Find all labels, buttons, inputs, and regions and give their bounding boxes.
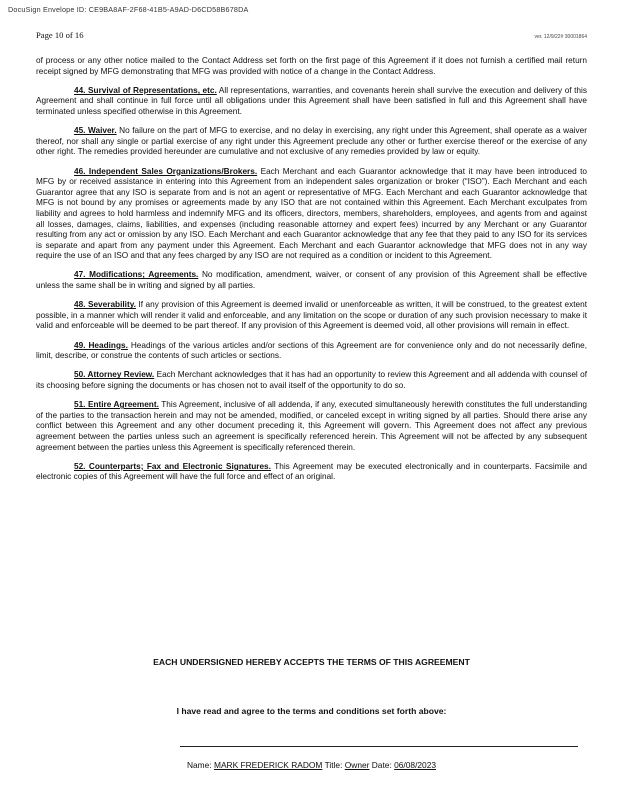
- section-heading: 47. Modifications; Agreements.: [74, 270, 199, 280]
- section-heading: 44. Survival of Representations, etc.: [74, 85, 217, 95]
- section-50: [36, 370, 587, 391]
- page-header: [36, 30, 587, 40]
- version-label: ver. 12/9/22# 30001864: [534, 34, 587, 40]
- section-46: [36, 167, 587, 262]
- section-52: [36, 462, 587, 483]
- acceptance-statement: EACH UNDERSIGNED HEREBY ACCEPTS THE TERMS OF THIS AGREEMENT: [153, 657, 470, 667]
- section-48: [36, 300, 587, 332]
- section-51: [36, 400, 587, 453]
- section-45: [36, 126, 587, 158]
- section-text: No failure on the part of MFG to exercise, and no delay in exercising, any right under this Agreement, shall operate as a waiver thereof, nor shall any single or partial exercise of any right under this Agreement preclude any other or further exercise thereof or the exercise of any other right. The remedies provided hereunder are cumulative and not exclusive of any remedies provided by law or equity.: [36, 126, 587, 157]
- title-label: Title:: [324, 760, 343, 770]
- section-44: [36, 86, 587, 118]
- section-49: [36, 341, 587, 362]
- signer-title: Owner: [344, 760, 370, 770]
- section-heading: 52. Counterparts; Fax and Electronic Signatures.: [74, 461, 271, 471]
- section-text: No modification, amendment, waiver, or consent of any provision of this Agreement shall be effective unless the same shall be in writing and signed by all parties.: [36, 270, 587, 291]
- section-heading: 48. Severability.: [74, 300, 136, 310]
- page-number: Page 10 of 16: [36, 30, 84, 40]
- section-text: Each Merchant and each Guarantor acknowledge that it may have been introduced to MFG by or received assistance in entering into this Agreement from an independent sales organization or broker (“ISO”). Each Merchant and each Guarantor agree that any ISO is separate from and is not an agent or representative of MFG. Each Merchant and each Guarantor acknowledge that MFG is not bound by any promises or agreements made by any ISO that are not contained within this Agreement. Each Merchant exculpates from liability and agrees to hold harmless and indemnify MFG and its officers, directors, members, shareholders, employees, and agents from and against all losses, damages, claims, liabilities, and expenses (including reasonable attorney and expert fees) incurred by any Merchant or any Guarantor resulting from any act or omission by any ISO. Each Merchant and each Guarantor acknowledge that any fee that they paid to any ISO for its services is separate and apart from any payment under this Agreement. Each Merchant and each Guarantor acknowledge that MFG does not in any way require the use of an ISO and that any fees charged by any ISO are not required as a condition or incident to this Agreement.: [36, 166, 587, 261]
- date-label: Date:: [371, 760, 392, 770]
- section-text: If any provision of this Agreement is deemed invalid or unenforceable as written, it will be construed, to the greatest extent possible, in a manner which will render it valid and enforceable, and any limitation on the scope or duration of any such provision necessary to make it valid and enforceable will be deemed to be part thereof. If any provision of this Agreement is deemed void, all other provisions will remain in effect.: [36, 300, 587, 331]
- signer-details: [0, 760, 623, 770]
- section-text: Headings of the various articles and/or sections of this Agreement are for convenience only and do not necessarily define, limit, describe, or construe the contents of such articles or sections.: [36, 340, 588, 361]
- agreement-body: [36, 56, 587, 492]
- section-text: This Agreement, inclusive of all addenda, if any, executed simultaneously herewith constitutes the full understanding of the parties to the transaction herein and may not be amended, modified, or canceled except in writing signed by all parties. Should there arise any conflict between this Agreement and any other document preceding it, this Agreement will govern. This Agreement does not affect any previous agreement between the parties unless such an agreement is specifically referenced herein. This Agreement will not be affected by any subsequent agreement between the parties unless this Agreement is specifically referenced therein.: [36, 400, 588, 452]
- intro-paragraph: of process or any other notice mailed to the Contact Address set forth on the first page of this Agreement if it does not furnish a certified mail return receipt signed by MFG demonstrating that MFG was provided with notice of a change in the Contact Address.: [36, 56, 587, 76]
- section-heading: 45. Waiver.: [74, 126, 117, 136]
- section-text: All representations, warranties, and covenants herein shall survive the execution and delivery of this Agreement and shall continue in full force until all obligations under this Agreement shall have been satisfied in full and this Agreement shall have terminated unless specified otherwise in this Agreement.: [36, 85, 587, 116]
- signature-line: [180, 746, 578, 747]
- signed-date: 06/08/2023: [394, 760, 437, 770]
- section-heading: 51. Entire Agreement.: [74, 400, 159, 410]
- section-heading: 46. Independent Sales Organizations/Brokers.: [74, 166, 258, 176]
- section-heading: 49. Headings.: [74, 340, 128, 350]
- signer-name: MARK FREDERICK RADOM: [213, 760, 323, 770]
- section-heading: 50. Attorney Review.: [74, 370, 155, 380]
- agreement-statement: I have read and agree to the terms and conditions set forth above:: [176, 706, 447, 716]
- section-47: [36, 270, 587, 291]
- section-text: Each Merchant acknowledges that it has had an opportunity to review this Agreement and all addenda with counsel of its choosing before signing the documents or has chosen not to avail itself of the opportunity to do so.: [36, 370, 587, 390]
- envelope-id: DocuSign Envelope ID: CE9BA8AF-2F68-41B5-A9AD-D6CD58B678DA: [8, 5, 249, 14]
- section-text: This Agreement may be executed electronically and in counterparts. Facsimile and electronic copies of this Agreement will have the full force and effect of an original.: [36, 461, 587, 482]
- name-label: Name:: [186, 760, 212, 770]
